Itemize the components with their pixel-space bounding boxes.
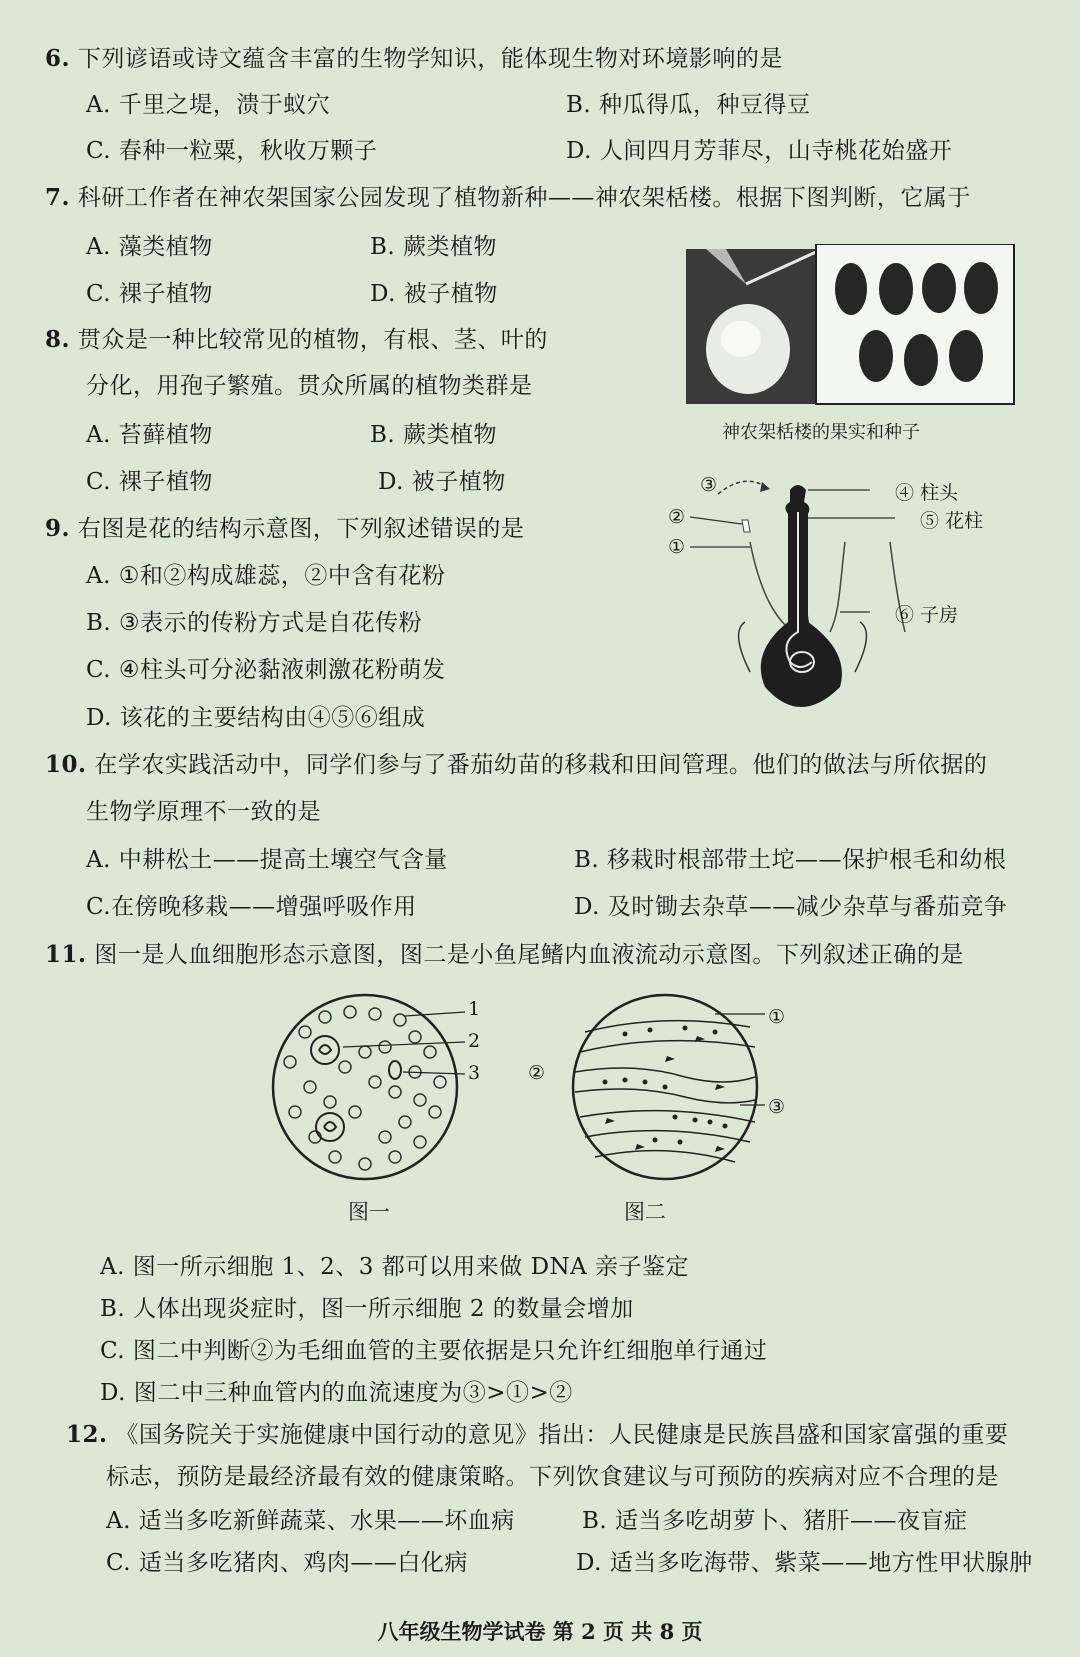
q10-stem-line1 [45, 750, 987, 780]
fig1-label-2: 2 [468, 1030, 481, 1052]
red-blood-cells [284, 1006, 446, 1170]
q7-option-b: B. 蕨类植物 [370, 234, 498, 260]
q12-option-b: B. 适当多吃胡萝卜、猪肝——夜盲症 [582, 1508, 968, 1534]
microscope-field-1 [273, 995, 457, 1179]
q7-number: 7. [45, 184, 71, 211]
flower-label-ovary: ⑥ 子房 [895, 604, 959, 626]
q6-stem-text: 下列谚语或诗文蕴含丰富的生物学知识，能体现生物对环境影响的是 [77, 46, 783, 72]
blood-cell-figure [265, 992, 500, 1192]
fig2-label-3: ③ [768, 1096, 786, 1118]
q9-option-a: A. ①和②构成雄蕊，②中含有花粉 [86, 563, 446, 589]
q11-option-b: B. 人体出现炎症时，图一所示细胞 2 的数量会增加 [100, 1296, 634, 1322]
q9-stem [45, 514, 524, 544]
q8-option-a: A. 苔藓植物 [86, 422, 213, 448]
q6-option-b: B. 种瓜得瓜，种豆得豆 [566, 92, 811, 118]
q6-option-c: C. 春种一粒粟，秋收万颗子 [86, 138, 378, 164]
q9-option-d: D. 该花的主要结构由④⑤⑥组成 [86, 705, 426, 731]
q6-number: 6. [45, 45, 71, 72]
q11-option-d: D. 图二中三种血管内的血流速度为③>①>② [100, 1380, 573, 1406]
q9-option-c: C. ④柱头可分泌黏液刺激花粉萌发 [86, 657, 446, 683]
q7-stem [45, 183, 971, 213]
anther-left [742, 520, 750, 532]
q8-stem-line2: 分化，用孢子繁殖。贯众所属的植物类群是 [86, 373, 533, 399]
q10-stem-line2: 生物学原理不一致的是 [86, 799, 321, 825]
q8-option-b: B. 蕨类植物 [370, 422, 498, 448]
platelet-3 [389, 1061, 401, 1079]
q12-option-a: A. 适当多吃新鲜蔬菜、水果——坏血病 [106, 1508, 515, 1534]
flower-label-3: ③ [700, 474, 718, 496]
q9-stem-text: 右图是花的结构示意图，下列叙述错误的是 [77, 516, 525, 542]
q7-stem-text: 科研工作者在神农架国家公园发现了植物新种——神农架栝楼。根据下图判断，它属于 [77, 185, 971, 211]
q10-stem-text1: 在学农实践活动中，同学们参与了番茄幼苗的移栽和田间管理。他们的做法与所依据的 [94, 752, 988, 778]
q10-option-d: D. 及时锄去杂草——减少杂草与番茄竞争 [574, 894, 1008, 920]
fig1-caption: 图一 [348, 1200, 390, 1224]
q7-fruit-seed-photo [686, 244, 1016, 409]
q8-stem-line1 [45, 325, 548, 355]
q9-option-b: B. ③表示的传粉方式是自花传粉 [86, 610, 423, 636]
fish-fin-blood-flow-figure [565, 992, 765, 1192]
q11-stem [45, 940, 964, 970]
q8-number: 8. [45, 326, 71, 353]
flower-label-style: ⑤ 花柱 [920, 510, 984, 532]
page-footer: 八年级生物学试卷 第 2 页 共 8 页 [377, 1619, 703, 1644]
q11-stem-text: 图一是人血细胞形态示意图，图二是小鱼尾鳍内血液流动示意图。下列叙述正确的是 [94, 942, 964, 968]
q8-option-d: D. 被子植物 [378, 469, 506, 495]
q6-option-d: D. 人间四月芳菲尽，山寺桃花始盛开 [566, 138, 953, 164]
blood-flow-dots [603, 1026, 728, 1145]
q10-option-c: C.在傍晚移栽——增强呼吸作用 [86, 894, 417, 920]
q8-stem-text1: 贯众是一种比较常见的植物，有根、茎、叶的 [77, 327, 548, 353]
q7-figure-caption: 神农架栝楼的果实和种子 [722, 422, 920, 443]
q12-stem-text1: 《国务院关于实施健康中国行动的意见》指出：人民健康是民族昌盛和国家富强的重要 [115, 1422, 1009, 1448]
q8-option-c: C. 裸子植物 [86, 469, 213, 495]
q11-option-a: A. 图一所示细胞 1、2、3 都可以用来做 DNA 亲子鉴定 [100, 1254, 690, 1280]
fig1-label-1: 1 [468, 998, 481, 1020]
flower-label-1: ① [668, 536, 686, 558]
fig2-label-1: ① [768, 1006, 786, 1028]
q10-option-a: A. 中耕松土——提高土壤空气含量 [86, 847, 448, 873]
fig2-label-2: ② [528, 1062, 546, 1084]
q12-stem-line1 [66, 1420, 1008, 1450]
q6-option-a: A. 千里之堤，溃于蚁穴 [86, 92, 331, 118]
q10-number: 10. [45, 751, 87, 778]
blood-vessels [575, 1021, 755, 1162]
q12-stem-line2: 标志，预防是最经济最有效的健康策略。下列饮食建议与可预防的疾病对应不合理的是 [106, 1464, 999, 1490]
q11-option-c: C. 图二中判断②为毛细血管的主要依据是只允许红细胞单行通过 [100, 1338, 768, 1364]
white-blood-cell-2 [311, 1036, 339, 1064]
flower-label-stigma: ④ 柱头 [895, 482, 959, 504]
q9-number: 9. [45, 515, 71, 542]
q12-option-c: C. 适当多吃猪肉、鸡肉——白化病 [106, 1550, 468, 1576]
fig1-label-3: 3 [468, 1062, 481, 1084]
q7-option-a: A. 藻类植物 [86, 234, 213, 260]
q12-option-d: D. 适当多吃海带、紫菜——地方性甲状腺肿 [576, 1550, 1033, 1576]
fig2-caption: 图二 [624, 1200, 666, 1224]
q11-number: 11. [45, 941, 87, 968]
flower-label-2: ② [668, 506, 686, 528]
q7-option-d: D. 被子植物 [370, 281, 498, 307]
q10-option-b: B. 移栽时根部带土坨——保护根毛和幼根 [574, 847, 1007, 873]
q12-number: 12. [66, 1421, 108, 1448]
q7-option-c: C. 裸子植物 [86, 281, 213, 307]
q6-stem [45, 44, 783, 74]
